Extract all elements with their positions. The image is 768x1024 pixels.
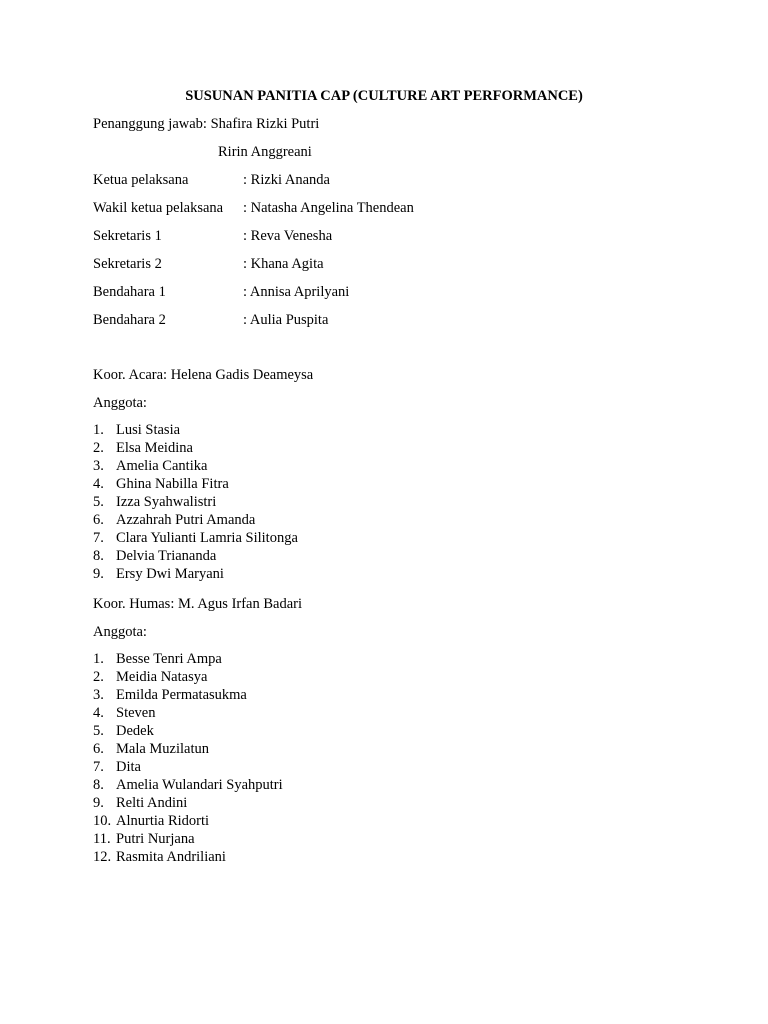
role-value: : Natasha Angelina Thendean bbox=[243, 200, 414, 216]
list-number: 5. bbox=[93, 723, 104, 739]
member-name: Ghina Nabilla Fitra bbox=[116, 476, 229, 492]
list-number: 11. bbox=[93, 831, 111, 847]
koor-humas-line: Koor. Humas: M. Agus Irfan Badari bbox=[93, 596, 303, 612]
list-number: 6. bbox=[93, 512, 104, 528]
member-name: Dedek bbox=[116, 723, 154, 739]
role-value: : Khana Agita bbox=[243, 256, 324, 272]
member-name: Emilda Permatasukma bbox=[116, 687, 247, 703]
koor-acara-line: Koor. Acara: Helena Gadis Deameysa bbox=[93, 367, 314, 383]
member-name: Dita bbox=[116, 759, 141, 775]
member-name: Steven bbox=[116, 705, 156, 721]
penanggung-jawab-line: Penanggung jawab: Shafira Rizki Putri bbox=[93, 116, 320, 132]
list-number: 7. bbox=[93, 759, 104, 775]
list-number: 8. bbox=[93, 777, 104, 793]
list-number: 10. bbox=[93, 813, 112, 829]
list-number: 2. bbox=[93, 669, 104, 685]
role-label: Sekretaris 1 bbox=[93, 228, 162, 244]
list-number: 3. bbox=[93, 687, 104, 703]
member-name: Rasmita Andriliani bbox=[116, 849, 226, 865]
member-name: Putri Nurjana bbox=[116, 831, 195, 847]
role-value: : Reva Venesha bbox=[243, 228, 333, 244]
role-label: Ketua pelaksana bbox=[93, 172, 189, 188]
role-label: Sekretaris 2 bbox=[93, 256, 162, 272]
list-number: 5. bbox=[93, 494, 104, 510]
member-name: Mala Muzilatun bbox=[116, 741, 210, 757]
member-name: Amelia Wulandari Syahputri bbox=[116, 777, 283, 793]
list-number: 1. bbox=[93, 422, 104, 438]
penanggung-jawab-second-name: Ririn Anggreani bbox=[218, 144, 312, 160]
list-number: 9. bbox=[93, 566, 104, 582]
list-number: 6. bbox=[93, 741, 104, 757]
list-number: 8. bbox=[93, 548, 104, 564]
list-number: 3. bbox=[93, 458, 104, 474]
member-name: Clara Yulianti Lamria Silitonga bbox=[116, 530, 298, 546]
member-name: Relti Andini bbox=[116, 795, 188, 811]
list-number: 9. bbox=[93, 795, 104, 811]
member-name: Alnurtia Ridorti bbox=[116, 813, 210, 829]
member-name: Amelia Cantika bbox=[116, 458, 208, 474]
list-number: 1. bbox=[93, 651, 104, 667]
role-value: : Annisa Aprilyani bbox=[243, 284, 350, 300]
role-label: Bendahara 2 bbox=[93, 312, 166, 328]
list-number: 4. bbox=[93, 705, 104, 721]
role-value: : Rizki Ananda bbox=[243, 172, 330, 188]
member-name: Elsa Meidina bbox=[116, 440, 193, 456]
member-name: Delvia Triananda bbox=[116, 548, 217, 564]
document-title: SUSUNAN PANITIA CAP (CULTURE ART PERFORMANCE) bbox=[185, 88, 583, 104]
member-name: Lusi Stasia bbox=[116, 422, 181, 438]
role-label: Wakil ketua pelaksana bbox=[93, 200, 224, 216]
list-number: 2. bbox=[93, 440, 104, 456]
acara-anggota-label: Anggota: bbox=[93, 395, 147, 411]
humas-anggota-label: Anggota: bbox=[93, 624, 147, 640]
role-label: Bendahara 1 bbox=[93, 284, 166, 300]
member-name: Izza Syahwalistri bbox=[116, 494, 217, 510]
member-name: Besse Tenri Ampa bbox=[116, 651, 222, 667]
list-number: 12. bbox=[93, 849, 112, 865]
member-name: Ersy Dwi Maryani bbox=[116, 566, 224, 582]
member-name: Azzahrah Putri Amanda bbox=[116, 512, 256, 528]
list-number: 4. bbox=[93, 476, 104, 492]
member-name: Meidia Natasya bbox=[116, 669, 208, 685]
list-number: 7. bbox=[93, 530, 104, 546]
role-value: : Aulia Puspita bbox=[243, 312, 329, 328]
